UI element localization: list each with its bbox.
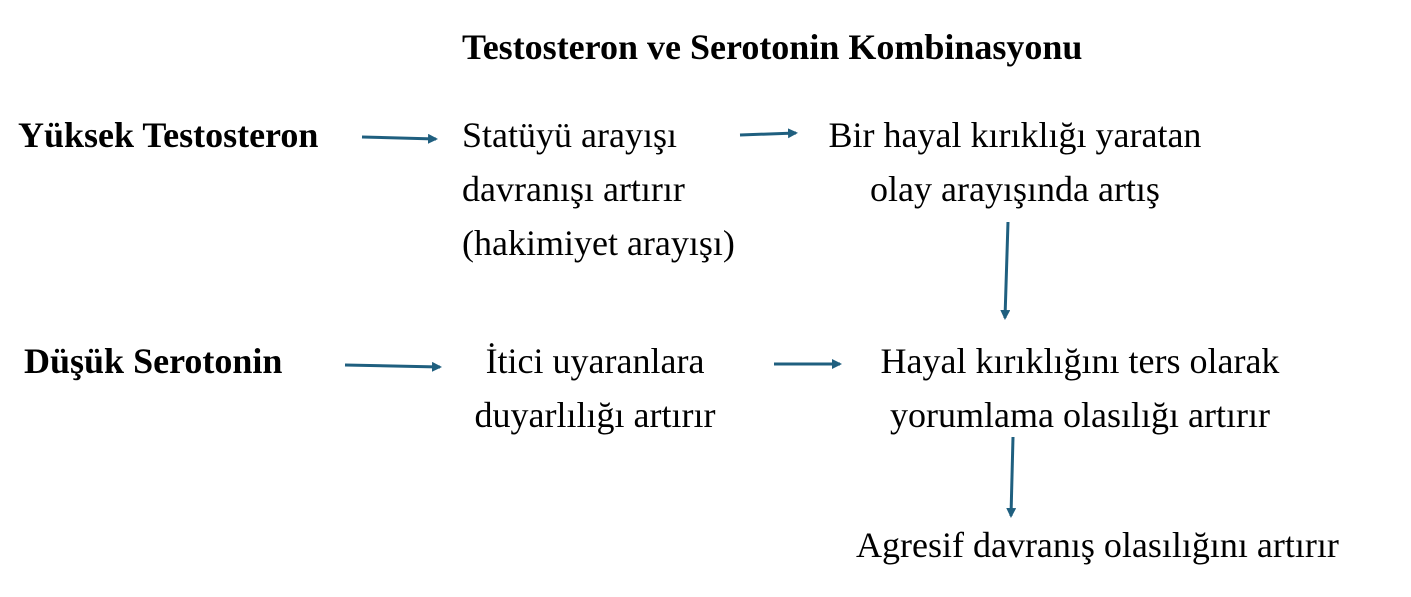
arrow-disappointing-event-to-hostile xyxy=(1005,222,1008,318)
node-disappointing-event-line-2: olay arayışında artış xyxy=(870,169,1160,209)
label-low-serotonin: Düşük Serotonin xyxy=(24,341,283,381)
node-status-seeking-line-1: Statüyü arayışı xyxy=(462,115,677,155)
node-status-seeking xyxy=(462,108,762,270)
node-hostile-interpretation-line-1: Hayal kırıklığını ters olarak xyxy=(880,341,1280,381)
node-status-seeking-line-2: davranışı artırır xyxy=(462,169,685,209)
node-disappointing-event xyxy=(795,108,1235,216)
diagram-title: Testosteron ve Serotonin Kombinasyonu xyxy=(462,27,1083,67)
node-aversive-sensitivity-line-2: duyarlılığı artırır xyxy=(474,395,716,435)
node-hostile-interpretation-line-2: yorumlama olasılığı artırır xyxy=(890,395,1270,435)
node-aversive-sensitivity-line-1: İtici uyaranlara xyxy=(485,341,705,381)
arrow-low-serotonin-to-aversive xyxy=(345,365,440,367)
node-disappointing-event-line-1: Bir hayal kırıklığı yaratan xyxy=(828,115,1202,155)
arrow-hostile-to-aggressive xyxy=(1011,437,1013,516)
node-aggressive-behavior: Agresif davranış olasılığını artırır xyxy=(856,525,1339,565)
node-status-seeking-line-3: (hakimiyet arayışı) xyxy=(462,223,735,263)
arrow-high-testosterone-to-status xyxy=(362,137,436,139)
label-high-testosterone: Yüksek Testosteron xyxy=(18,115,319,155)
node-hostile-interpretation xyxy=(840,334,1320,442)
node-aversive-sensitivity xyxy=(450,334,740,442)
